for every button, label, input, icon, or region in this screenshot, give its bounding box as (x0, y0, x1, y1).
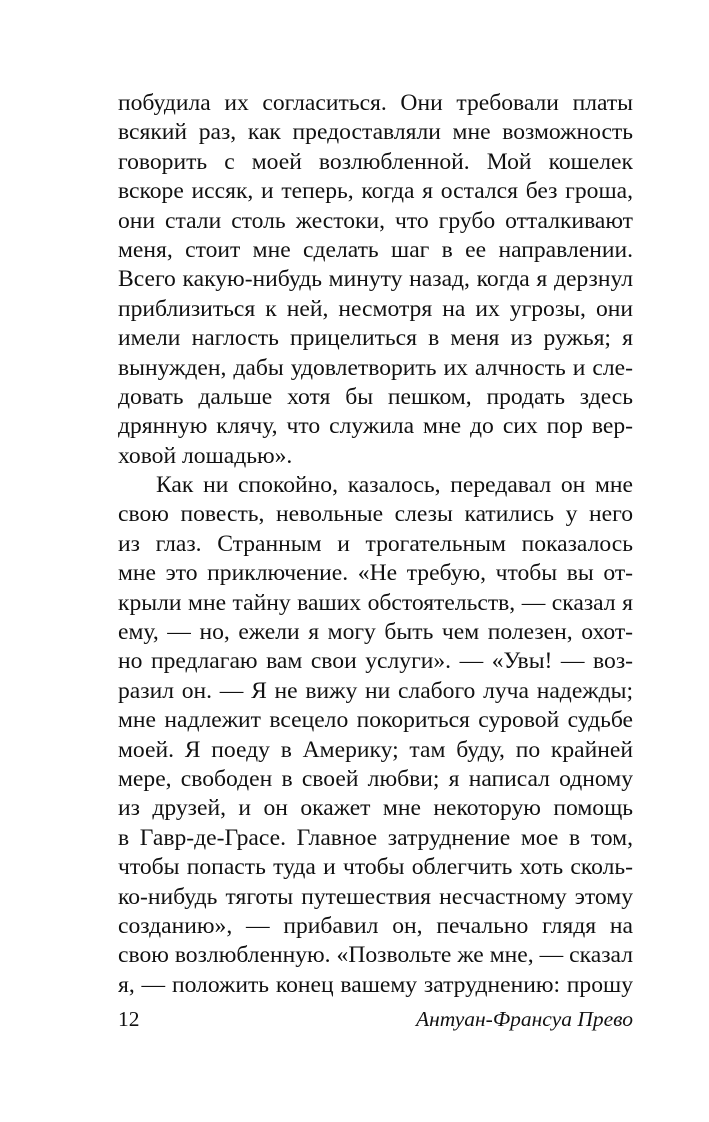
text-line: ему, — но, ежели я могу быть чем полезен, охот- (118, 619, 633, 646)
text-line: довать дальше хотя бы пешком, продать здесь (118, 383, 633, 410)
text-line: созданию», — прибавил он, печально глядя на (118, 912, 633, 939)
text-line: но предлагаю вам свои услуги». — «Увы! — воз- (118, 648, 633, 675)
text-line: свою повесть, невольные слезы катились у него (118, 501, 633, 528)
text-line: разил он. — Я не вижу ни слабого луча надежды; (118, 677, 633, 704)
text-line: Всего какую-нибудь минуту назад, когда я дерзнул (118, 266, 633, 293)
text-line: всякий раз, как предоставляли мне возможность (118, 119, 633, 146)
text-line: меня, стоит мне сделать шаг в ее направлении. (118, 236, 633, 263)
paragraph-2 (118, 471, 633, 1000)
text-line: приблизиться к ней, несмотря на их угрозы, они (118, 295, 633, 322)
text-line: мне это приключение. «Не требую, чтобы вы от- (118, 560, 633, 587)
page-footer (118, 1005, 633, 1033)
text-line: чтобы попасть туда и чтобы облегчить хоть сколь- (118, 854, 633, 881)
running-title: Антуан-Франсуа Прево (415, 1007, 633, 1031)
text-line: свою возлюбленную. «Позвольте же мне, — сказал (118, 942, 633, 969)
text-line: из глаз. Странным и трогательным показалось (118, 530, 633, 557)
text-line: я, — положить конец вашему затруднению: прошу (118, 971, 633, 998)
text-line: они стали столь жестоки, что грубо отталкивают (118, 207, 633, 234)
text-line: в Гавр-де-Грасе. Главное затруднение мое в том, (118, 824, 633, 851)
text-line: имели наглость прицелиться в меня из ружья; я (118, 325, 633, 352)
text-line: из друзей, и он окажет мне некоторую помощь (118, 795, 633, 822)
text-line: ко-нибудь тяготы путешествия несчастному этому (118, 883, 633, 910)
text-line: ховой лошадью». (118, 442, 293, 469)
paragraph-1 (118, 89, 633, 471)
text-line: мне надлежит всецело покориться суровой судьбе (118, 707, 633, 734)
text-line: вскоре иссяк, и теперь, когда я остался без гроша, (118, 178, 633, 205)
page-number: 12 (118, 1007, 140, 1031)
text-line: дрянную клячу, что служила мне до сих пор вер- (118, 413, 633, 440)
text-line: побудила их согласиться. Они требовали платы (118, 90, 633, 116)
text-line: говорить с моей возлюбленной. Мой кошелек (118, 148, 633, 175)
text-line: крыли мне тайну ваших обстоятельств, — сказал я (118, 589, 633, 616)
text-line: моей. Я поеду в Америку; там буду, по крайней (118, 736, 633, 763)
text-line: Как ни спокойно, казалось, передавал он мне (156, 472, 633, 499)
text-line: вынужден, дабы удовлетворить их алчность и сле- (118, 354, 633, 381)
body-text (118, 89, 633, 1000)
text-line: мере, свободен в своей любви; я написал одному (118, 765, 633, 792)
